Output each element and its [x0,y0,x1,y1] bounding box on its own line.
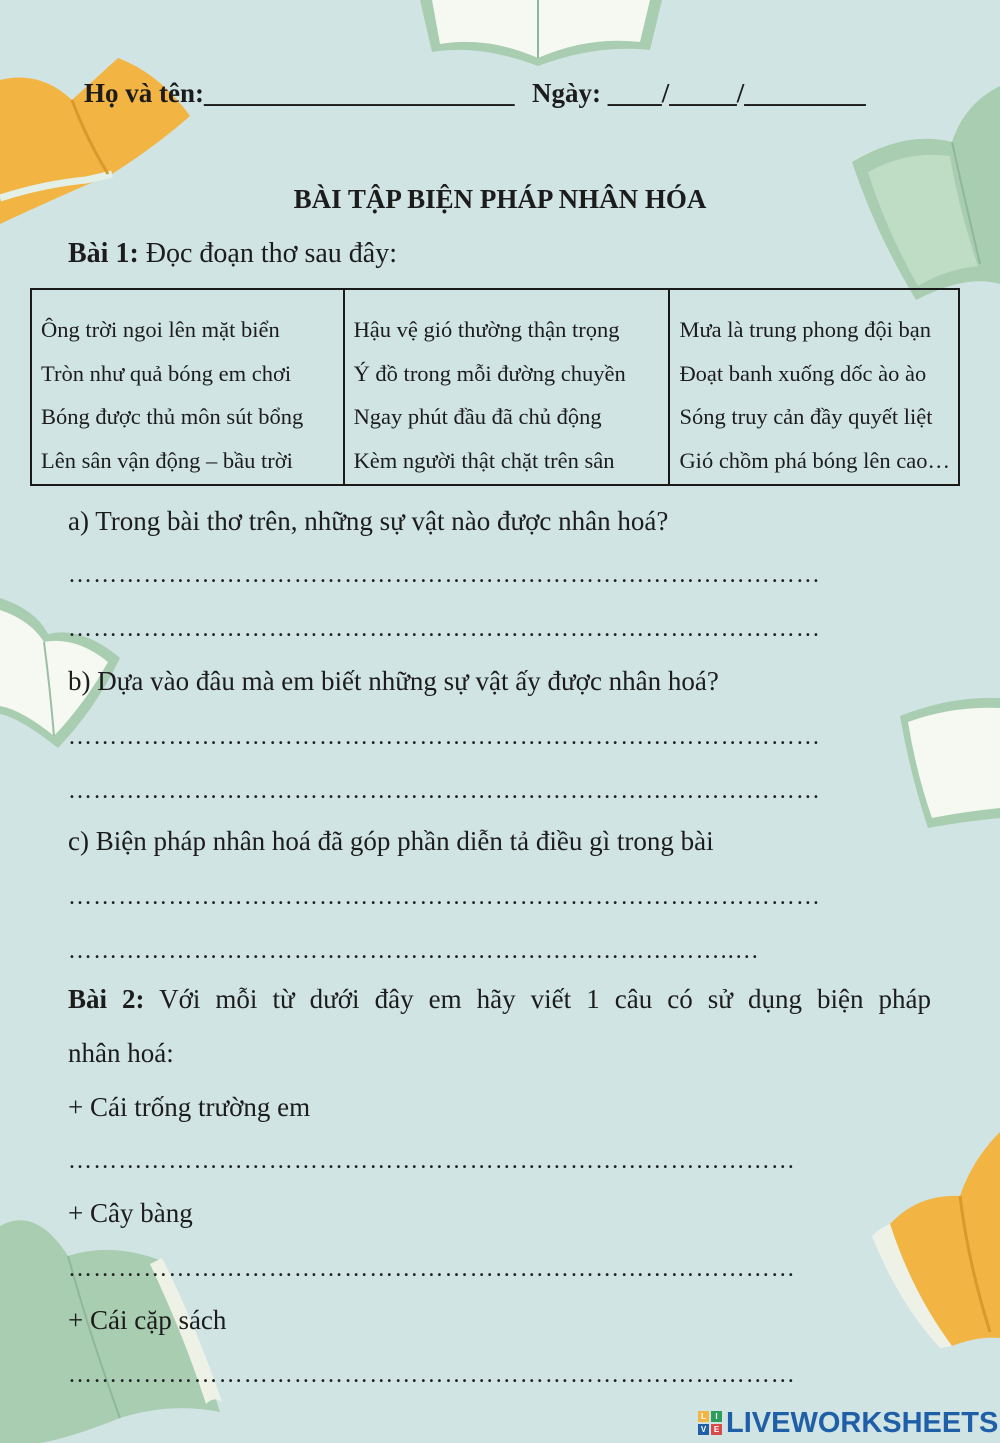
bai1-label: Bài 1: [68,238,139,269]
poem-line: Lên sân vận động – bầu trời [41,447,293,473]
poem-line: Kèm người thật chặt trên sân [353,447,615,473]
poem-column-1 [31,289,344,485]
bai2-heading [68,984,931,1015]
bai1-instruction: Đọc đoạn thơ sau đây: [145,238,397,269]
orange-book-bottom-right-icon [860,1132,1000,1348]
answer-line-c1[interactable]: ……………………………………………………………………………… [68,884,821,910]
answer-line-cay-bang[interactable]: …………………………………………………………………………… [68,1256,796,1282]
answer-line-cap-sach[interactable]: …………………………………………………………………………… [68,1362,796,1388]
answer-line-a1[interactable]: ……………………………………………………………………………… [68,562,821,588]
question-a: a) Trong bài thơ trên, những sự vật nào được nhân hoá? [68,506,669,536]
poem-line: Bóng được thủ môn sút bổng [41,404,304,429]
logo-text: LIVEWORKSHEETS [726,1406,999,1439]
white-book-right-icon [900,694,1000,828]
bai2-instruction-2: nhân hoá: [68,1038,174,1068]
name-date-header [84,78,866,109]
bai2-label: Bài 2: [68,984,145,1014]
poem-column-3 [669,289,959,485]
bai2-instruction-1: Với mỗi từ dưới đây em hãy viết 1 câu có sử dụng biện pháp [159,984,931,1014]
name-field-label[interactable]: Họ và tên:_______________________ [84,78,515,108]
liveworksheets-mark-icon: L I V E [698,1411,722,1435]
bai1-heading [68,238,397,270]
poem-line: Gió chồm phá bóng lên cao… [679,447,950,473]
bai2-item-trong: + Cái trống trường em [68,1092,311,1122]
poem-table [30,288,960,486]
bai2-item-cay-bang: + Cây bàng [68,1198,193,1228]
poem-column-2 [344,289,670,485]
page-title: BÀI TẬP BIỆN PHÁP NHÂN HÓA [293,184,707,214]
poem-line: Sóng truy cản đầy quyết liệt [679,404,933,429]
poem-line: Hậu vệ gió thường thận trọng [353,317,620,342]
question-c: c) Biện pháp nhân hoá đã góp phần diễn tả điều gì trong bài [68,826,714,856]
answer-line-c2[interactable]: ……………………………………………………………………..… [68,938,760,964]
answer-line-trong[interactable]: …………………………………………………………………………… [68,1148,796,1174]
poem-line: Đoạt banh xuống dốc ào ào [679,360,927,386]
poem-line: Ông trời ngoi lên mặt biển [41,317,280,342]
date-field-label[interactable]: Ngày: ____/_____/_________ [531,78,866,108]
poem-line: Tròn như quả bóng em chơi [41,360,292,386]
question-b: b) Dựa vào đâu mà em biết những sự vật ấy được nhân hoá? [68,666,719,696]
poem-line: Ý đồ trong mỗi đường chuyền [353,360,626,386]
poem-line: Ngay phút đầu đã chủ động [353,404,602,429]
green-book-top-icon [410,0,670,72]
liveworksheets-logo[interactable] [698,1406,998,1440]
poem-line: Mưa là trung phong đội bạn [679,317,931,342]
answer-line-a2[interactable]: ……………………………………………………………………………… [68,616,821,642]
bai2-item-cap-sach: + Cái cặp sách [68,1305,227,1335]
answer-line-b1[interactable]: ……………………………………………………………………………… [68,724,821,750]
answer-line-b2[interactable]: ……………………………………………………………………………… [68,778,821,804]
